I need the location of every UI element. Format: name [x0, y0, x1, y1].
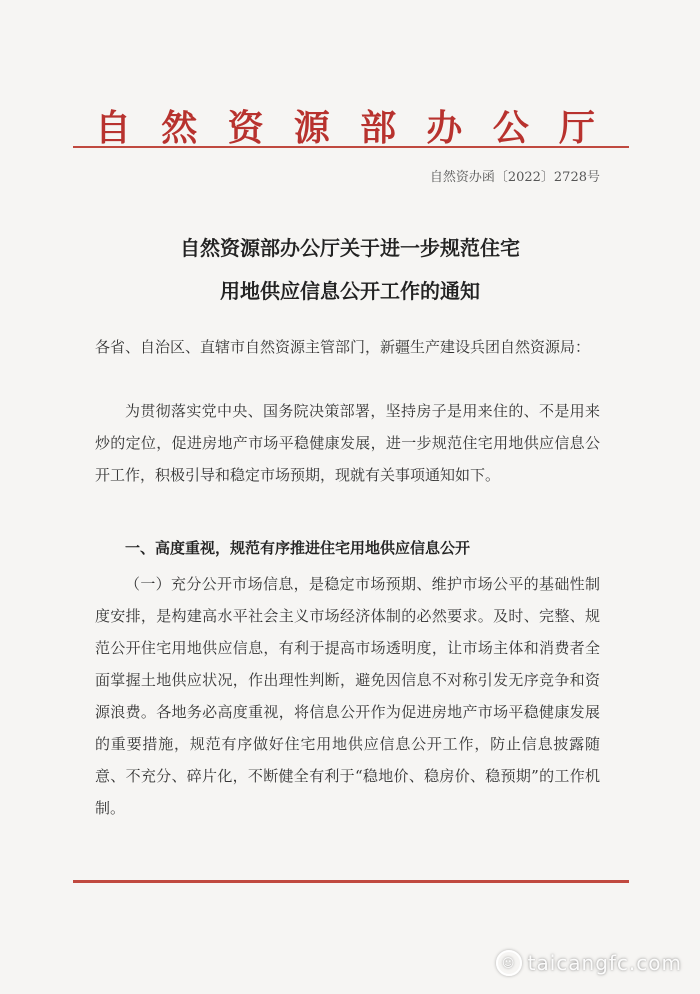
section-heading: 一、高度重视，规范有序推进住宅用地供应信息公开: [125, 539, 471, 557]
addressee: 各省、自治区、直辖市自然资源主管部门，新疆生产建设兵团自然资源局：: [95, 338, 591, 356]
body-paragraph: （一）充分公开市场信息，是稳定市场预期、维护市场公平的基础性制度安排，是构建高水平社会主义市场经济体制的必然要求。及时、完整、规范公开住宅用地供应信息，有利于提高市场透明度，让市场主体和消费者全面掌握土地供应状况，作出理性判断，避免因信息不对称引发无序竞争和资源浪费。各地务必高度重视，将信息公开作为促进房地产市场平稳健康发展的重要措施，规范有序做好住宅用地供应信息公开工作，防止信息披露随意、不充分、碎片化，不断健全有利于“稳地价、稳房价、稳预期”的工作机制。: [95, 575, 600, 817]
issuing-authority-header: [95, 100, 595, 151]
header-char: 然: [161, 108, 198, 149]
watermark: [496, 950, 682, 976]
document-title-line2: 用地供应信息公开工作的通知: [220, 279, 480, 303]
header-char: 公: [492, 108, 529, 149]
document-number: 自然资办函〔2022〕2728号: [429, 170, 600, 185]
header-char: 厅: [558, 108, 595, 149]
header-char: 部: [360, 108, 397, 149]
header-char: 源: [293, 108, 330, 149]
intro-paragraph: 为贯彻落实党中央、国务院决策部署，坚持房子是用来住的、不是用来炒的定位，促进房地产市场平稳健康发展，进一步规范住宅用地供应信息公开工作，积极引导和稳定市场预期，现就有关事项通知如下。: [95, 402, 600, 484]
header-char: 资: [227, 108, 264, 149]
footer-divider: [73, 880, 629, 883]
header-char: 自: [95, 108, 132, 149]
watermark-logo-icon: ☺: [496, 950, 522, 976]
header-divider: [73, 146, 629, 148]
watermark-text: taicangfc.com: [527, 951, 682, 975]
document-title-line1: 自然资源部办公厅关于进一步规范住宅: [180, 236, 520, 260]
header-char: 办: [426, 108, 463, 149]
